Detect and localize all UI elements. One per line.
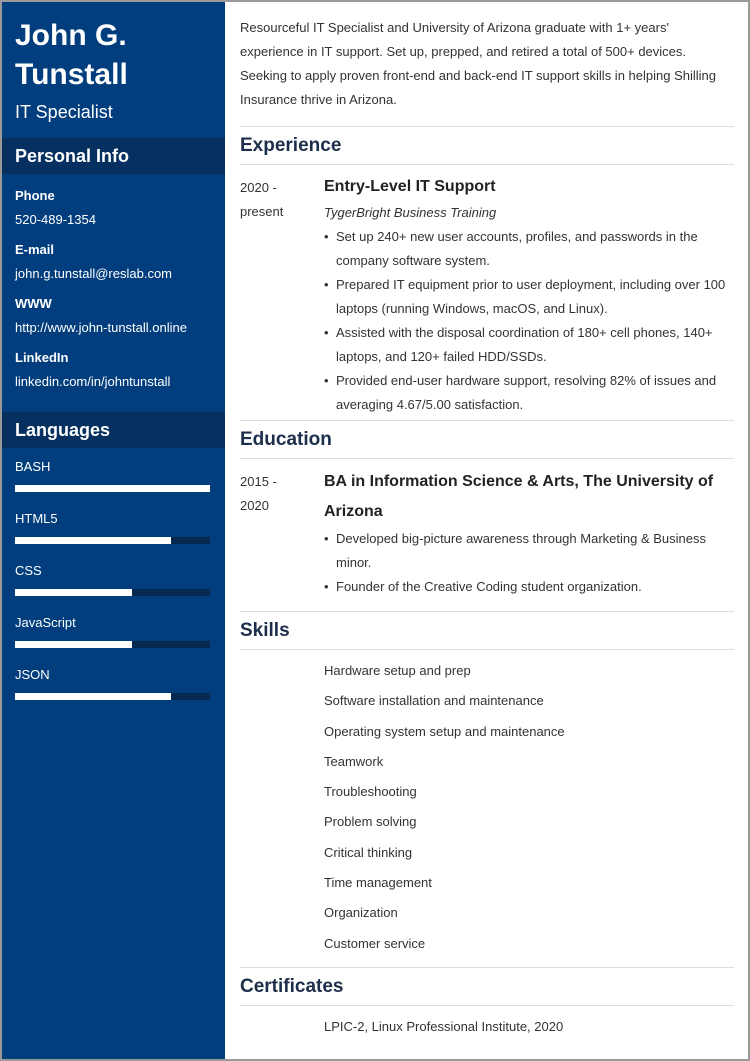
skill-item: Time management <box>324 875 432 891</box>
date-start: 2020 - <box>240 180 277 195</box>
info-value: john.g.tunstall@reslab.com <box>15 266 172 281</box>
language-name: CSS <box>15 563 42 578</box>
experience-bullets <box>324 225 734 417</box>
skill-item: Teamwork <box>324 753 384 769</box>
divider <box>240 1005 734 1006</box>
employer: TygerBright Business Training <box>324 205 497 220</box>
skills-list <box>240 656 734 959</box>
name-line: Tunstall <box>15 58 128 91</box>
skill-item: Problem solving <box>324 814 417 830</box>
certificate-item: LPIC-2, Linux Professional Institute, 2020 <box>324 1018 564 1034</box>
education-entry <box>240 467 734 599</box>
personal-info <box>2 174 225 412</box>
language-level-fill <box>15 589 132 596</box>
job-title: Entry-Level IT Support <box>324 178 496 195</box>
info-label: WWW <box>15 296 52 311</box>
bullet-item: • Assisted with the disposal coordination of 180+ cell phones, 140+ laptops, and 120+ failed HDD/SSDs. <box>324 321 734 369</box>
divider <box>240 126 734 127</box>
sidebar <box>2 2 225 1059</box>
language-name: JavaScript <box>15 615 76 630</box>
language-level-bar <box>15 693 210 700</box>
language-item <box>15 560 212 612</box>
language-level-fill <box>15 693 171 700</box>
skill-item: Customer service <box>324 935 426 951</box>
language-item <box>15 664 212 716</box>
language-level-fill <box>15 537 171 544</box>
date-end: present <box>240 204 284 219</box>
language-level-fill <box>15 641 132 648</box>
education-bullets <box>324 527 734 599</box>
job-role: IT Specialist <box>15 102 113 122</box>
certificates-list <box>240 1012 734 1042</box>
language-level-bar <box>15 485 210 492</box>
bullet-item: • Set up 240+ new user accounts, profiles, and passwords in the company software system. <box>324 225 734 273</box>
info-value: http://www.john-tunstall.online <box>15 320 187 335</box>
language-name: HTML5 <box>15 511 58 526</box>
personal-info-heading: Personal Info <box>2 138 225 174</box>
info-label: E-mail <box>15 242 55 257</box>
skill-item: Organization <box>324 905 398 921</box>
date-start: 2015 - <box>240 474 277 489</box>
divider <box>240 967 734 968</box>
language-level-fill <box>15 485 210 492</box>
skill-item: Troubleshooting <box>324 784 417 800</box>
info-value: linkedin.com/in/johntunstall <box>15 374 171 389</box>
bullet-item: • Developed big-picture awareness through Marketing & Business minor. <box>324 527 734 575</box>
name-line: John G. <box>15 19 127 52</box>
language-level-bar <box>15 641 210 648</box>
experience-entry <box>240 173 734 417</box>
skill-item: Critical thinking <box>324 844 413 860</box>
education-heading: Education <box>240 429 332 450</box>
date-end: 2020 <box>240 498 269 513</box>
language-name: BASH <box>15 459 51 474</box>
experience-date <box>240 173 324 417</box>
candidate-name <box>2 2 225 94</box>
language-item <box>15 612 212 664</box>
language-item <box>15 456 212 508</box>
experience-heading: Experience <box>240 135 342 156</box>
info-label: Phone <box>15 188 55 203</box>
info-value: 520-489-1354 <box>15 212 96 227</box>
skills-heading: Skills <box>240 620 290 641</box>
language-name: JSON <box>15 667 50 682</box>
bullet-item: • Founder of the Creative Coding student organization. <box>324 575 734 599</box>
info-label: LinkedIn <box>15 350 69 365</box>
main-content <box>225 2 748 1059</box>
education-date <box>240 467 324 599</box>
language-item <box>15 508 212 560</box>
certificates-heading: Certificates <box>240 975 344 997</box>
skill-item: Operating system setup and maintenance <box>324 723 565 739</box>
skill-item: Hardware setup and prep <box>324 663 471 678</box>
language-level-bar <box>15 589 210 596</box>
divider <box>240 458 734 459</box>
divider <box>240 420 734 421</box>
language-level-bar <box>15 537 210 544</box>
divider <box>240 164 734 165</box>
bullet-item: • Prepared IT equipment prior to user deployment, including over 100 laptops (running Windows, macOS, and Linux). <box>324 273 734 321</box>
languages-list <box>2 448 225 716</box>
summary: Resourceful IT Specialist and University of Arizona graduate with 1+ years' experience in IT support. Set up, prepped, and retired a total of 500+ devices. Seeking to apply proven front-end and back-end IT support skills in helping Shilling Insurance thrive in Arizona. <box>240 20 716 107</box>
degree-title: BA in Information Science & Arts, The University of Arizona <box>324 473 714 520</box>
skill-item: Software installation and maintenance <box>324 693 544 709</box>
divider <box>240 649 734 650</box>
bullet-item: • Provided end-user hardware support, resolving 82% of issues and averaging 4.67/5.00 satisfaction. <box>324 369 734 417</box>
divider <box>240 611 734 612</box>
languages-heading: Languages <box>2 412 225 448</box>
